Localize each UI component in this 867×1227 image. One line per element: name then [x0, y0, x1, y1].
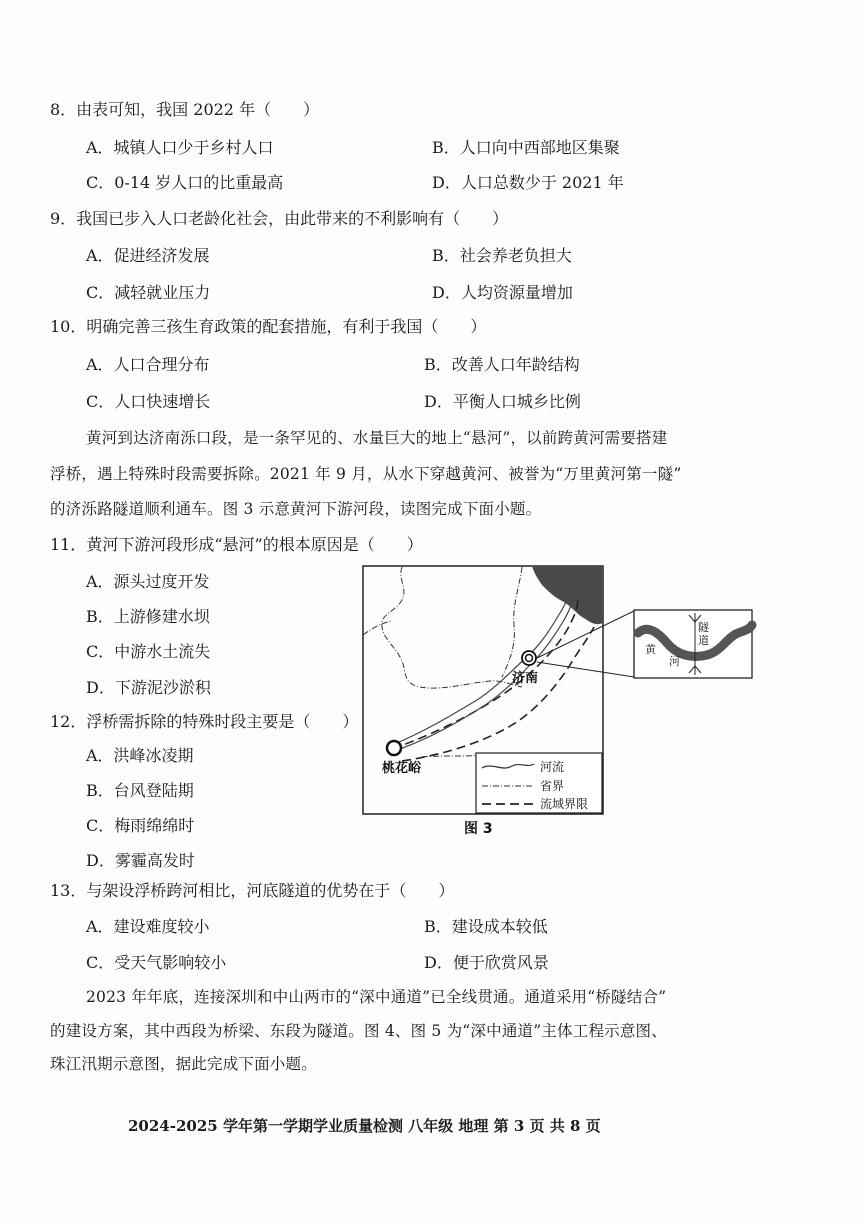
legend-province: 省界	[540, 779, 565, 793]
q10-option-c: C．人口快速增长	[86, 392, 211, 411]
q10-stem: 10．明确完善三孩生育政策的配套措施，有利于我国（ ）	[50, 317, 487, 336]
q12-option-a: A．洪峰冰凌期	[86, 746, 194, 765]
inset-connector-bottom	[537, 662, 634, 677]
yellow-river-bank-2	[394, 591, 574, 751]
q9-option-b: B．社会养老负担大	[432, 246, 572, 265]
q10-option-b: B．改善人口年龄结构	[424, 355, 580, 374]
q9-option-d: D．人均资源量增加	[432, 283, 573, 302]
q13-option-a: A．建设难度较小	[86, 917, 210, 936]
province-boundary-west	[382, 567, 522, 688]
city-taohuayu: 桃花峪	[382, 761, 422, 776]
q12-option-b: B．台风登陆期	[86, 781, 194, 800]
q12-stem: 12．浮桥需拆除的特殊时段主要是（ ）	[50, 712, 359, 731]
inset-tunnel-label-1: 隧	[698, 621, 709, 634]
passage2-line2: 的建设方案，其中西段为桥梁、东段为隧道。图 4、图 5 为“深中通道”主体工程示意图、	[50, 1022, 667, 1040]
province-boundary-left	[363, 621, 392, 635]
jinan-marker	[522, 651, 536, 665]
q9-stem: 9．我国已步入人口老龄化社会，由此带来的不利影响有（ ）	[50, 209, 509, 228]
q10-option-d: D．平衡人口城乡比例	[424, 392, 581, 411]
q11-option-a: A．源头过度开发	[86, 572, 210, 591]
q8-option-c: C．0-14 岁人口的比重最高	[86, 173, 284, 192]
q8-option-b: B．人口向中西部地区集聚	[432, 138, 620, 157]
province-boundary-north	[502, 567, 522, 677]
passage2-line3: 珠江汛期示意图，据此完成下面小题。	[50, 1055, 317, 1073]
q9-option-c: C．减轻就业压力	[86, 283, 211, 302]
q11-option-c: C．中游水土流失	[86, 642, 211, 661]
passage1-line1: 黄河到达济南泺口段，是一条罕见的、水量巨大的地上“悬河”，以前跨黄河需要搭建	[86, 429, 668, 447]
q12-option-c: C．梅雨绵绵时	[86, 816, 195, 835]
figure3-map	[362, 565, 757, 840]
basin-boundary-north	[392, 595, 578, 749]
passage1-line3: 的济泺路隧道顺利通车。图 3 示意黄河下游河段，读图完成下面小题。	[50, 500, 542, 518]
basin-boundary-south	[402, 627, 594, 761]
inset-he: 河	[669, 655, 680, 668]
q12-option-d: D．雾霾高发时	[86, 851, 195, 870]
passage1-line2: 浮桥，遇上特殊时段需要拆除。2021 年 9 月，从水下穿越黄河、被誉为“万里黄河第一隧”	[50, 465, 682, 483]
passage2-line1: 2023 年年底，连接深圳和中山两市的“深中通道”已全线贯通。通道采用“桥隧结合”	[86, 988, 667, 1006]
city-jinan: 济南	[512, 671, 539, 686]
q13-option-b: B．建设成本较低	[424, 917, 548, 936]
q13-option-c: C．受天气影响较小	[86, 953, 227, 972]
q11-option-b: B．上游修建水坝	[86, 607, 210, 626]
inset-huang: 黄	[645, 643, 656, 656]
q9-option-a: A．促进经济发展	[86, 246, 210, 265]
legend-river: 河流	[540, 760, 565, 774]
inset-tunnel-label-2: 道	[698, 634, 709, 647]
q11-stem: 11．黄河下游河段形成“悬河”的根本原因是（ ）	[50, 535, 423, 554]
q8-stem: 8．由表可知，我国 2022 年（ ）	[50, 100, 320, 119]
figure3-caption: 图 3	[464, 821, 493, 837]
q8-option-a: A．城镇人口少于乡村人口	[86, 138, 274, 157]
legend-basin: 流域界限	[540, 797, 589, 811]
yellow-river-bank-1	[392, 587, 568, 745]
q11-option-d: D．下游泥沙淤积	[86, 678, 211, 697]
taohuayu-marker	[387, 741, 401, 755]
q10-option-a: A．人口合理分布	[86, 355, 210, 374]
q13-stem: 13．与架设浮桥跨河相比，河底隧道的优势在于（ ）	[50, 881, 455, 900]
page-footer: 2024-2025 学年第一学期学业质量检测 八年级 地理 第 3 页 共 8 页	[128, 1117, 601, 1135]
q13-option-d: D．便于欣赏风景	[424, 953, 549, 972]
q8-option-d: D．人口总数少于 2021 年	[432, 173, 624, 192]
